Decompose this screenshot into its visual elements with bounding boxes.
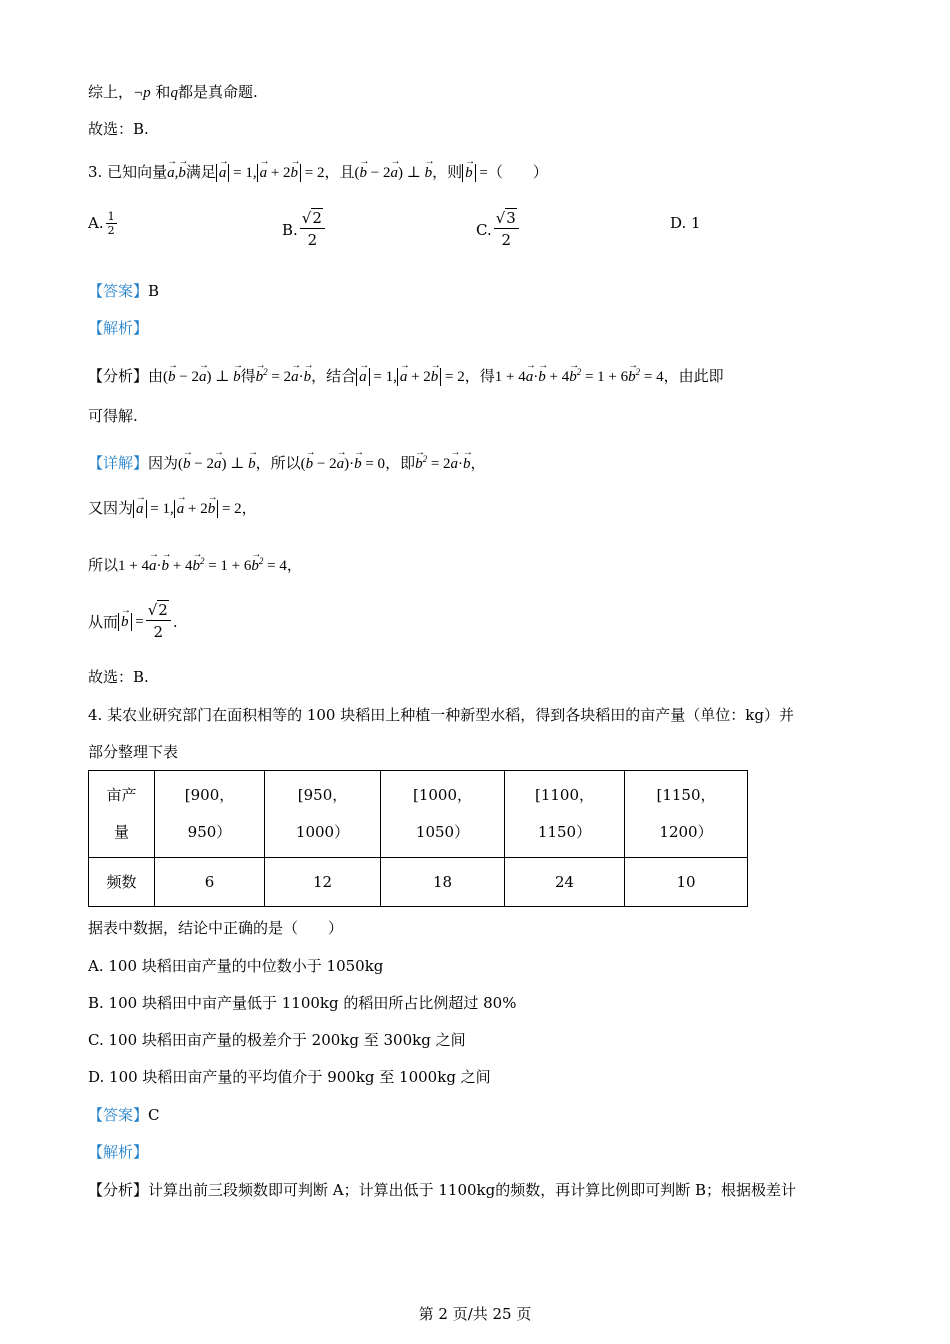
q3-fenxi-line2: 可得解. (88, 407, 138, 425)
q3-option-c: C. $\frac{√3}{2}$ (476, 208, 521, 251)
table-cell-interval: [950， 1000） (265, 771, 381, 858)
table-cell-frequency: 18 (381, 858, 505, 907)
q3-option-a: A. $\frac{1}{2}$ (88, 209, 115, 237)
table-cell-frequency: 6 (155, 858, 265, 907)
q4-answer: 【答案】C (88, 1106, 160, 1124)
q3-choose-line: 故选：B. (88, 668, 149, 686)
q2-choose-line: 故选：B. (88, 120, 149, 138)
q4-stem-line2: 部分整理下表 (88, 743, 179, 761)
table-cell-frequency: 12 (265, 858, 381, 907)
q4-option-a: A. 100 块稻田亩产量的中位数小于 1050kg (88, 957, 384, 975)
q4-analysis-tag: 【解析】 (88, 1143, 149, 1161)
table-cell-interval: [1100， 1150） (505, 771, 625, 858)
q3-option-b: B. $\frac{√2}{2}$ (282, 208, 327, 251)
table-cell-interval: [900， 950） (155, 771, 265, 858)
q3-xiangjie: 【详解】因为(→ b − 2→ a) ⊥ → b，所以(→ b − 2→ a)·→ b = 0，即→ $b^2 = 2\to a\cdot\to b$， (88, 447, 486, 476)
q3-therefore: 所以$1 + 4\to a\cdot\to b + 4\to b^2 = 1 + 6\to b^2 = 4$， (88, 549, 302, 578)
q4-question: 据表中数据，结论中正确的是（ ） (88, 919, 344, 937)
q4-option-d: D. 100 块稻田亩产量的平均值介于 900kg 至 1000kg 之间 (88, 1068, 491, 1086)
table-cell-frequency: 24 (505, 858, 625, 907)
q3-fenxi: 【分析】由(→ b − 2→ a) ⊥ → b得→ $b^2 = 2\to a\cdot\to b$，结合→ a = 1,→ a + 2→ b = 2，得$1 + 4\to a\cdot\to b + 4\to b^2 = 1 + 6\to b^2 = 4$，由此即 (88, 360, 724, 389)
q3-answer: 【答案】B (88, 282, 160, 300)
page-footer: 第 2 页/共 25 页 (418, 1305, 532, 1323)
q4-option-b: B. 100 块稻田中亩产量低于 1100kg 的稻田所占比例超过 80% (88, 994, 517, 1012)
table-cell-frequency: 10 (625, 858, 748, 907)
q4-fenxi: 【分析】计算出前三段频数即可判断 A；计算出低于 1100kg的频数，再计算比例即可判断 B；根据极差计 (88, 1181, 797, 1199)
table-row-intervals (89, 771, 748, 858)
table-cell-interval: [1150， 1200） (625, 771, 748, 858)
q4-stem-line1: 4. 某农业研究部门在面积相等的 100 块稻田上种植一种新型水稻，得到各块稻田的亩产量（单位：kg）并 (88, 706, 794, 724)
table-cell-interval: [1000， 1050） (381, 771, 505, 858)
q3-stem: 3. 已知向量→ a,→ b满足→ a = 1,→ a + 2→ b = 2，且(→ b − 2→ a) ⊥ → b，则→ b =（ ） (88, 160, 548, 185)
q3-analysis-tag: 【解析】 (88, 319, 149, 337)
table-row-frequencies (89, 858, 748, 907)
q3-also-because: 又因为→ a = 1,→ a + 2→ b = 2， (88, 496, 257, 521)
table-header-cell: 亩产 量 (89, 771, 155, 858)
table-row-label: 频数 (89, 858, 155, 907)
summary-line: 综上，¬p 和q都是真命题. (88, 83, 258, 101)
q3-hence: 从而 → b = $\frac{√2}{2}$ . (88, 600, 178, 643)
q3-option-d: D. 1 (670, 214, 701, 232)
yield-table (88, 770, 748, 907)
q4-option-c: C. 100 块稻田亩产量的极差介于 200kg 至 300kg 之间 (88, 1031, 466, 1049)
